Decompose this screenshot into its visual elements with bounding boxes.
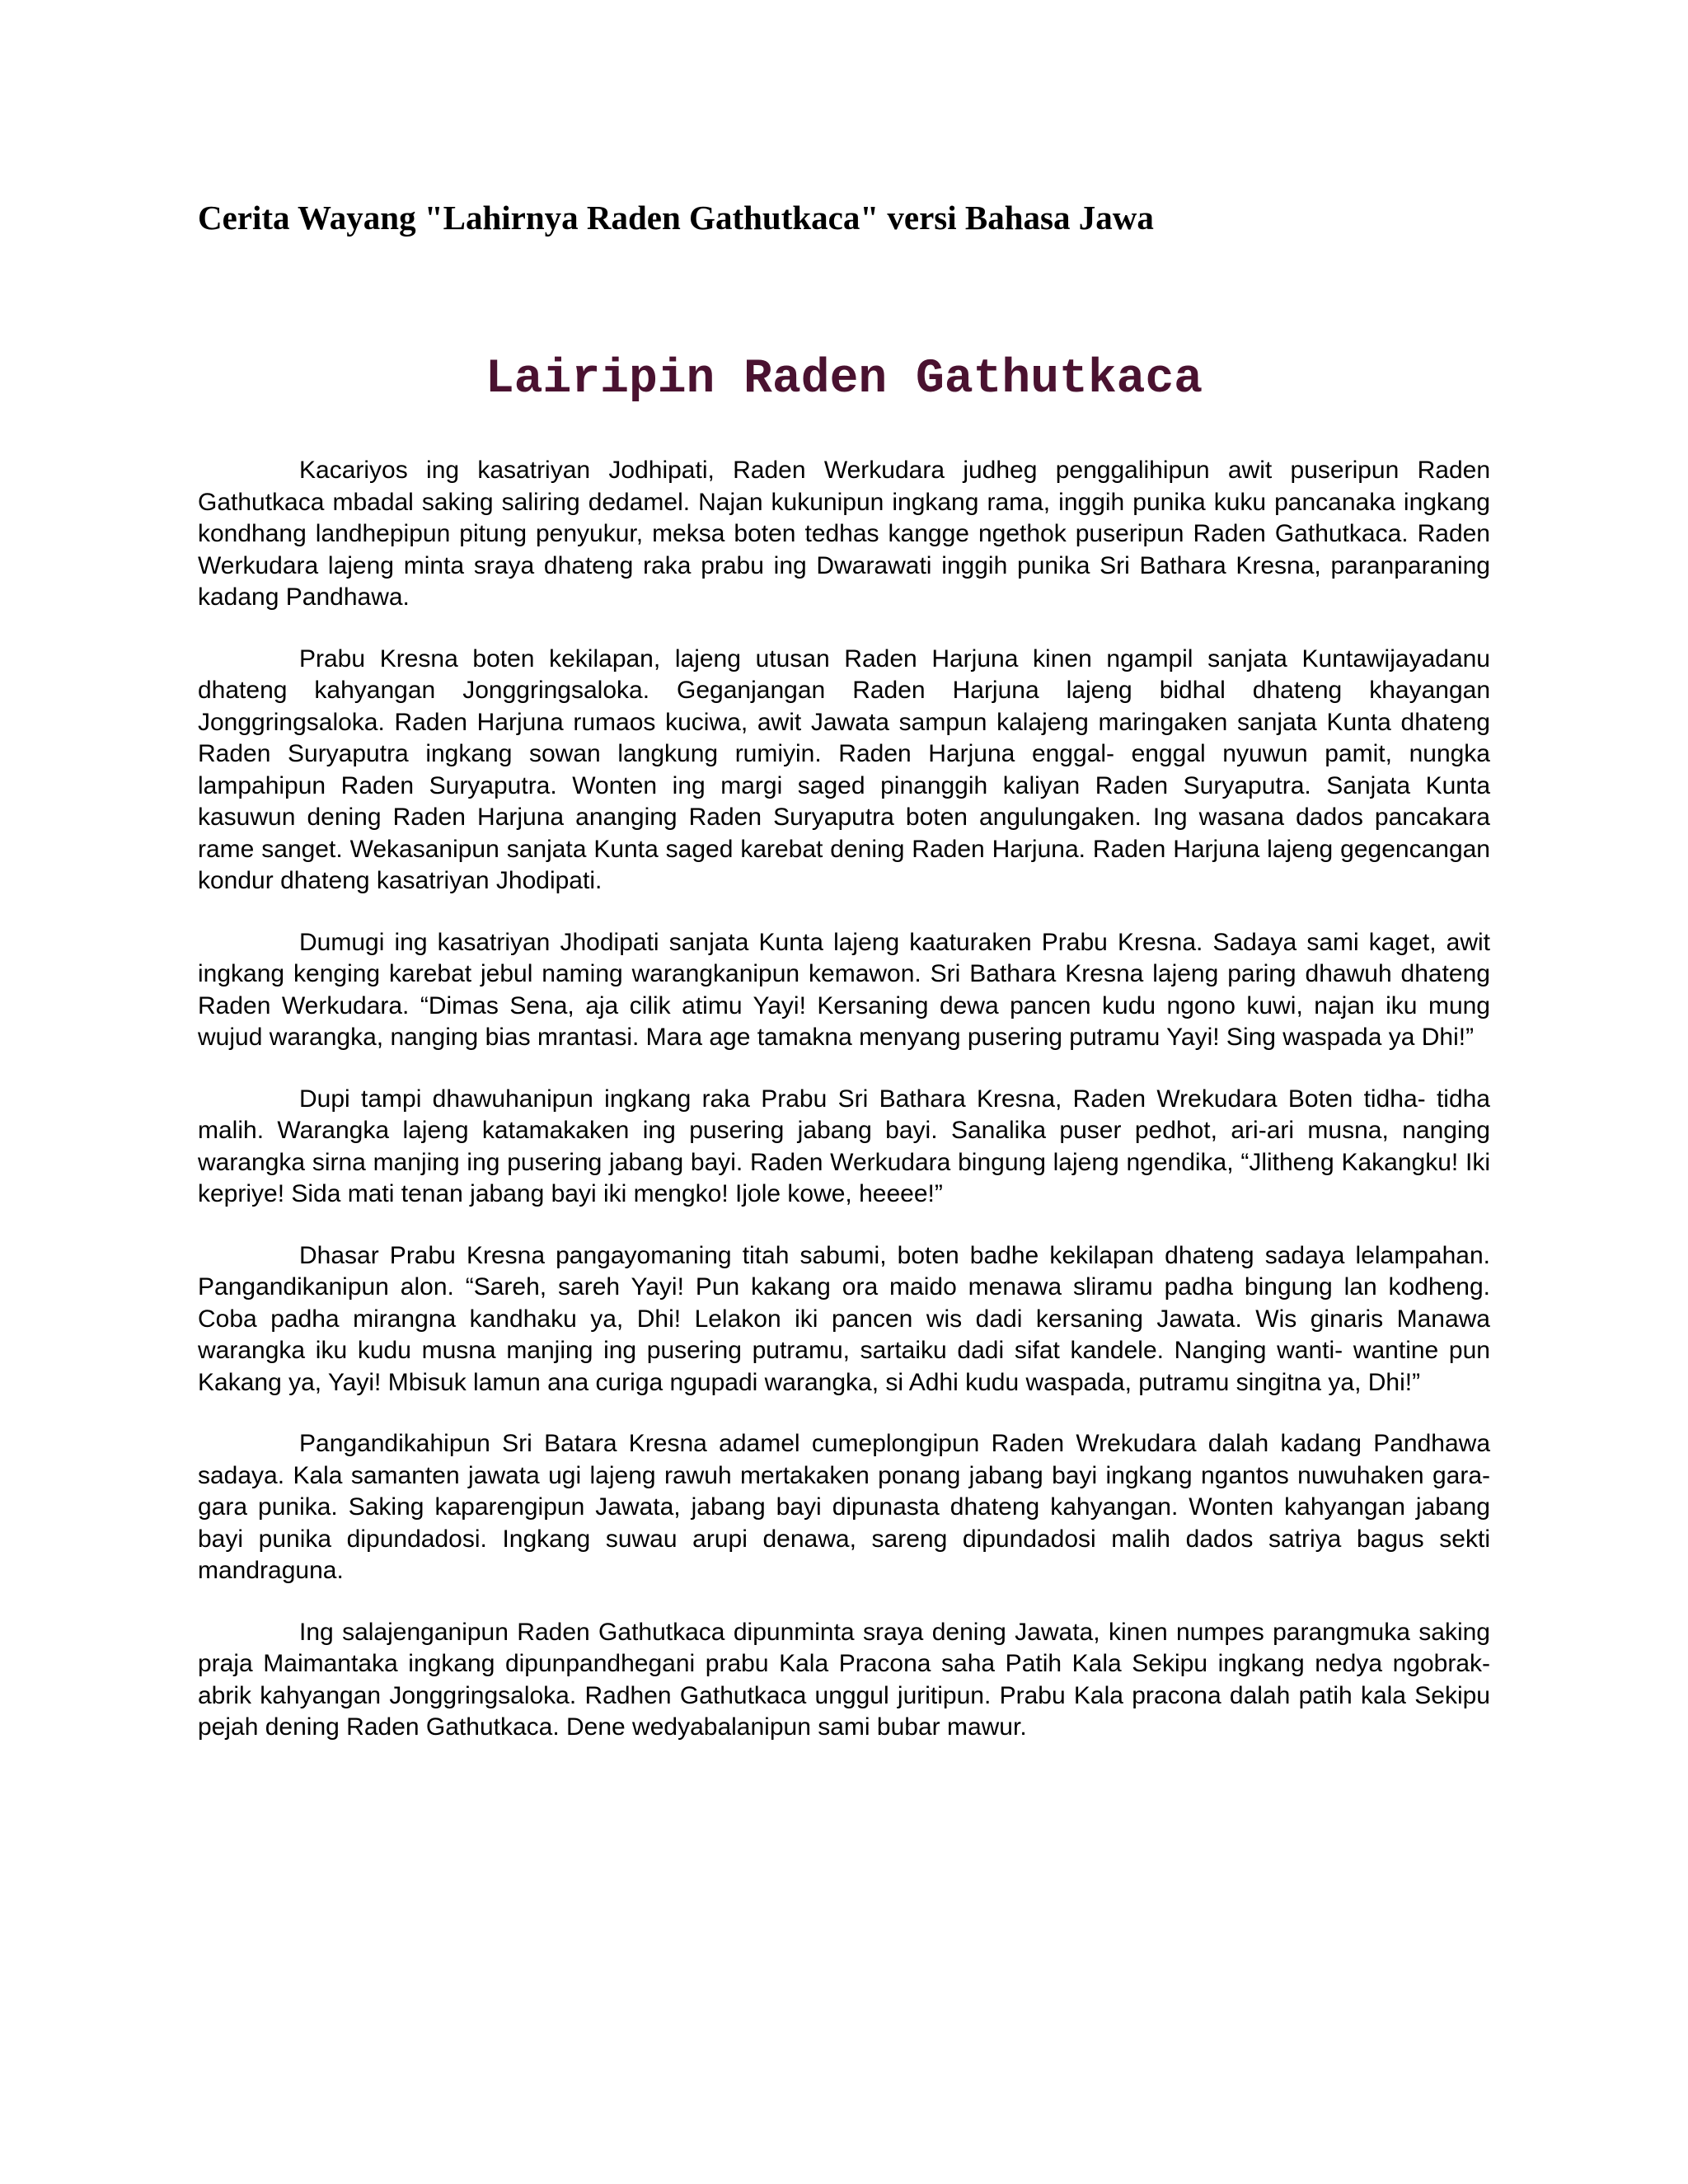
story-heading: Lairipin Raden Gathutkaca [485, 353, 1203, 406]
paragraph-3: Dumugi ing kasatriyan Jhodipati sanjata Kunta lajeng kaaturaken Prabu Kresna. Sadaya sami kaget, awit ingkang kenging karebat jebul naming warangkanipun kemawon. Sri Bathara Kresna lajeng paring dhawuh dhateng Raden Werkudara. “Dimas Sena, aja cilik atimu Yayi! Kersaning dewa pancen kudu ngono kuwi, najan iku mung wujud warangka, nanging bias mrantasi. Mara age tamakna menyang pusering putramu Yayi! Sing waspada ya Dhi!” [198, 928, 1490, 1051]
document-title: Cerita Wayang "Lahirnya Raden Gathutkaca" versi Bahasa Jawa [198, 199, 1154, 237]
paragraph-1: Kacariyos ing kasatriyan Jodhipati, Raden Werkudara judheg penggalihipun awit puseripun Raden Gathutkaca mbadal saking saliring dedamel. Najan kukunipun ingkang rama, inggih punika kuku pancanaka ingkang kondhang landhepipun pitung penyukur, meksa boten tedhas kangge ngethok puseripun Raden Gathutkaca. Raden Werkudara lajeng minta sraya dhateng raka prabu ing Dwarawati inggih punika Sri Bathara Kresna, paranparaning kadang Pandhawa. [198, 457, 1490, 611]
paragraph-4: Dupi tampi dhawuhanipun ingkang raka Prabu Sri Bathara Kresna, Raden Wrekudara Boten tidha- tidha malih. Warangka lajeng katamakaken ing pusering jabang bayi. Sanalika puser pedhot, ari-ari musna, nanging warangka sirna manjing ing pusering jabang bayi. Raden Werkudara bingung lajeng ngendika, “Jlitheng Kakangku! Iki kepriye! Sida mati tenan jabang bayi iki mengko! Ijole kowe, heeee!” [198, 1085, 1490, 1207]
paragraph-7: Ing salajenganipun Raden Gathutkaca dipunminta sraya dening Jawata, kinen numpes parangmuka saking praja Maimantaka ingkang dipunpandhegani prabu Kala Pracona saha Patih Kala Sekipu ingkang nedya ngobrak- abrik kahyangan Jonggringsaloka. Radhen Gathutkaca unggul juritipun. Prabu Kala pracona dalah patih kala Sekipu pejah dening Raden Gathutkaca. Dene wedyabalanipun sami bubar mawur. [198, 1618, 1490, 1741]
paragraph-5: Dhasar Prabu Kresna pangayomaning titah sabumi, boten badhe kekilapan dhateng sadaya lelampahan. Pangandikanipun alon. “Sareh, sareh Yayi! Pun kakang ora maido menawa sliramu padha bingung lan kodheng. Coba padha mirangna kandhaku ya, Dhi! Lelakon iki pancen wis dadi kersaning Jawata. Wis ginaris Manawa warangka iku kudu musna manjing ing pusering putramu, sartaiku dadi sifat kandele. Nanging wanti- wantine pun Kakang ya, Yayi! Mbisuk lamun ana curiga ngupadi warangka, si Adhi kudu waspada, putramu singitna ya, Dhi!” [198, 1241, 1490, 1396]
paragraph-6: Pangandikahipun Sri Batara Kresna adamel cumeplongipun Raden Wrekudara dalah kadang Pandhawa sadaya. Kala samanten jawata ugi lajeng rawuh mertakaken ponang jabang bayi ingkang ngantos nuwuhaken gara- gara punika. Saking kaparengipun Jawata, jabang bayi dipunasta dhateng kahyangan. Wonten kahyangan jabang bayi punika dipundadosi. Ingkang suwau arupi denawa, sareng dipundadosi malih dados satriya bagus sekti mandraguna. [198, 1430, 1490, 1584]
paragraph-2: Prabu Kresna boten kekilapan, lajeng utusan Raden Harjuna kinen ngampil sanjata Kuntawijayadanu dhateng kahyangan Jonggringsaloka. Geganjangan Raden Harjuna lajeng bidhal dhateng khayangan Jonggringsaloka. Raden Harjuna rumaos kuciwa, awit Jawata sampun kalajeng maringaken sanjata Kunta dhateng Raden Suryaputra ingkang sowan langkung rumiyin. Raden Harjuna enggal- enggal nyuwun pamit, nungka lampahipun Raden Suryaputra. Wonten ing margi saged pinanggih kaliyan Raden Suryaputra. Sanjata Kunta kasuwun dening Raden Harjuna ananging Raden Suryaputra boten angulungaken. Ing wasana dados pancakara rame sanget. Wekasanipun sanjata Kunta saged karebat dening Raden Harjuna. Raden Harjuna lajeng gegencangan kondur dhateng kasatriyan Jhodipati. [198, 644, 1490, 894]
story-body [198, 455, 1490, 1774]
